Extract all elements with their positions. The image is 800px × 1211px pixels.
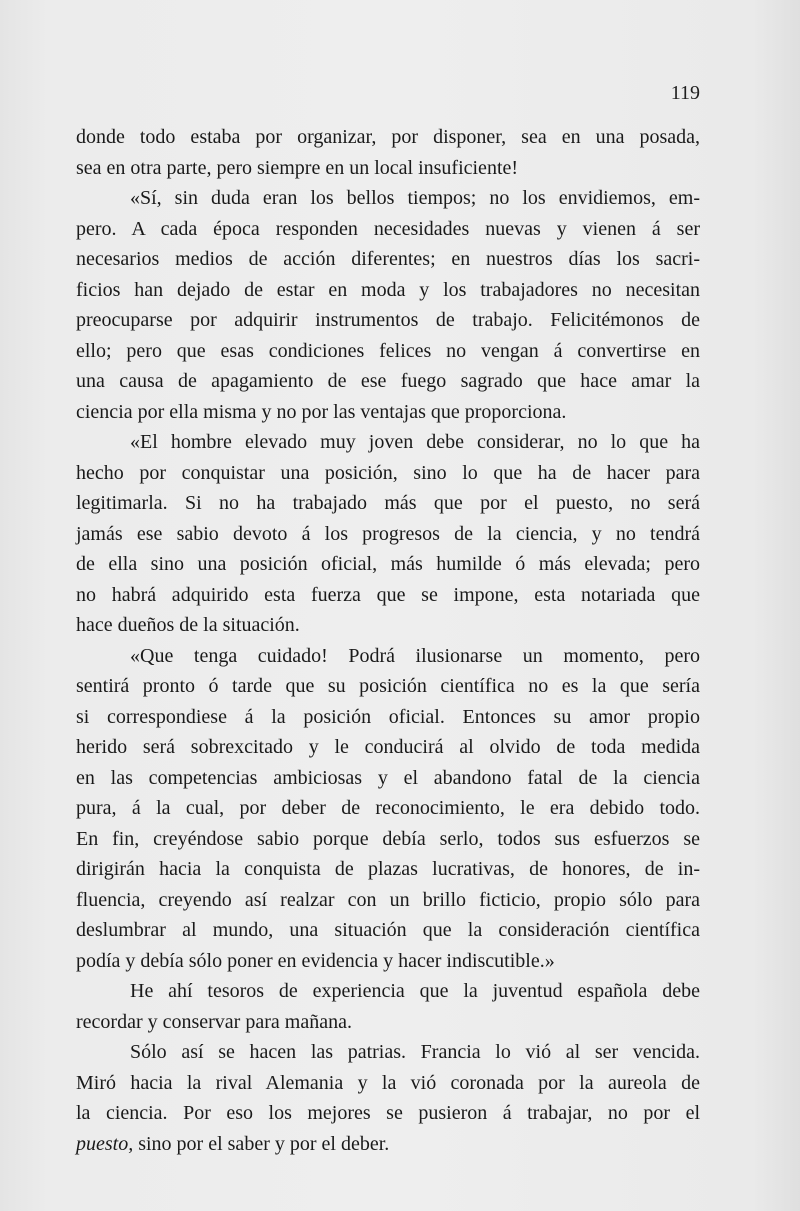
text-line: ciencia por ella misma y no por las ventajas que proporciona. [76, 400, 567, 423]
text-line: pura, á la cual, por deber de reconocimiento, le era debido todo. [76, 797, 700, 819]
text-line: herido será sobrexcitado y le conducirá al olvido de toda medida [76, 736, 700, 758]
italic-word: puesto, [76, 1132, 134, 1155]
text-line: una causa de apagamiento de ese fuego sagrado que hace amar la [76, 370, 700, 392]
text-line: sea en otra parte, pero siempre en un local insuficiente! [76, 156, 519, 179]
paragraph-lines [76, 122, 700, 1129]
text-line: «El hombre elevado muy joven debe considerar, no lo que ha [130, 431, 700, 453]
text-line: si correspondiese á la posición oficial. Entonces su amor propio [76, 705, 700, 728]
text-line: recordar y conservar para mañana. [76, 1010, 352, 1033]
body-text [76, 122, 700, 1159]
text-line: legitimarla. Si no ha trabajado más que por el puesto, no será [76, 492, 700, 514]
text-line: He ahí tesoros de experiencia que la juventud española debe [130, 980, 700, 1002]
text-line: En fin, creyéndose sabio porque debía serlo, todos sus esfuerzos se [76, 827, 700, 850]
text-line: no habrá adquirido esta fuerza que se impone, esta notariada que [76, 583, 700, 606]
text-line: de ella sino una posición oficial, más humilde ó más elevada; pero [76, 553, 700, 575]
page-number: 119 [670, 82, 700, 104]
text-line: en las competencias ambiciosas y el abandono fatal de la ciencia [76, 766, 700, 789]
text-line: necesarios medios de acción diferentes; en nuestros días los sacri- [76, 248, 700, 270]
text-line: podía y debía sólo poner en evidencia y hacer indiscutible.» [76, 949, 555, 972]
text-line: pero. A cada época responden necesidades nuevas y vienen á ser [76, 217, 700, 240]
text-line: dirigirán hacia la conquista de plazas lucrativas, de honores, de in- [76, 858, 700, 880]
text-line: deslumbrar al mundo, una situación que la consideración científica [76, 919, 700, 941]
text-line [76, 1129, 700, 1160]
text-line: donde todo estaba por organizar, por disponer, sea en una posada, [76, 126, 700, 148]
text-line: «Sí, sin duda eran los bellos tiempos; no los envidiemos, em- [130, 187, 700, 209]
text-line: hace dueños de la situación. [76, 614, 300, 636]
text-line: «Que tenga cuidado! Podrá ilusionarse un momento, pero [130, 644, 700, 667]
line-text: sino por el saber y por el deber. [133, 1132, 390, 1155]
text-line: ello; pero que esas condiciones felices no vengan á convertirse en [76, 339, 700, 362]
text-line: Sólo así se hacen las patrias. Francia lo vió al ser vencida. [130, 1041, 700, 1063]
text-line: preocuparse por adquirir instrumentos de trabajo. Felicitémonos de [76, 309, 700, 331]
text-line: sentirá pronto ó tarde que su posición científica no es la que sería [76, 675, 700, 697]
text-line: la ciencia. Por eso los mejores se pusieron á trabajar, no por el [76, 1102, 700, 1124]
text-line: fluencia, creyendo así realzar con un brillo ficticio, propio sólo para [76, 888, 700, 911]
text-line: jamás ese sabio devoto á los progresos de la ciencia, y no tendrá [76, 522, 700, 545]
text-line: hecho por conquistar una posición, sino lo que ha de hacer para [76, 461, 700, 484]
text-line: ficios han dejado de estar en moda y los trabajadores no necesitan [76, 278, 700, 301]
text-line: Miró hacia la rival Alemania y la vió coronada por la aureola de [76, 1071, 700, 1094]
